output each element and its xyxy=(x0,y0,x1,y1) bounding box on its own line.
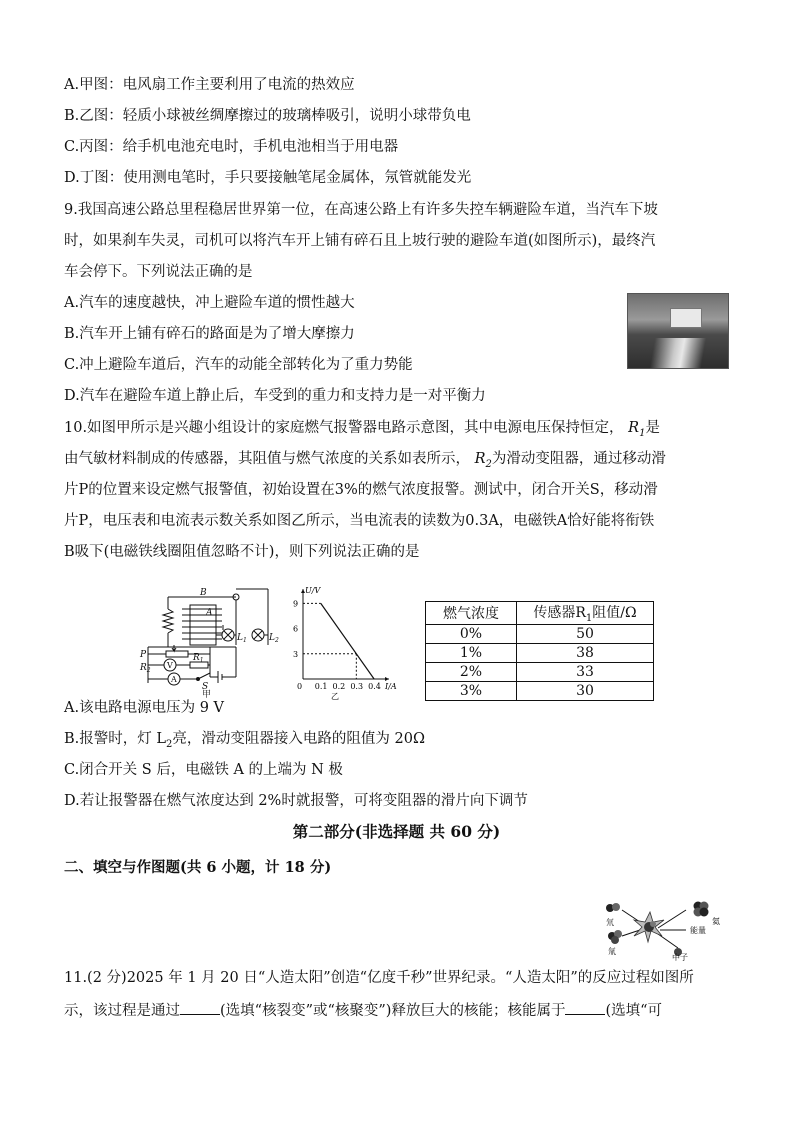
label-a: A xyxy=(206,608,213,618)
caption-jia: 甲 xyxy=(202,690,212,700)
label-l2: $L_2$ xyxy=(269,633,279,644)
x-tick-label: 0.3 xyxy=(350,682,364,691)
r2-symbol: $R_2$ xyxy=(474,451,492,470)
y-tick-label: 3 xyxy=(293,649,299,659)
q9-option-a: A.汽车的速度越快，冲上避险车道的惯性越大 xyxy=(64,295,355,311)
q11-text: (选填“核裂变”或“核聚变”)释放巨大的核能；核能属于 xyxy=(220,1003,566,1019)
caption-yi: 乙 xyxy=(331,692,339,701)
spring xyxy=(163,609,173,633)
table-row xyxy=(426,624,654,643)
escape-lane-photo xyxy=(627,293,729,369)
table-header-resistance: 传感器$R_1$阻值/Ω xyxy=(517,602,654,625)
part2-title: 第二部分(非选择题 共 60 分) xyxy=(292,822,501,841)
table-cell: 50 xyxy=(517,624,654,643)
table-cell: 30 xyxy=(517,681,654,700)
q9-stem-line-1: 9.我国高速公路总里程稳居世界第一位，在高速公路上有许多失控车辆避险车道，当汽车下坡 xyxy=(64,202,658,218)
table-header-row xyxy=(426,602,654,625)
q9-option-b: B.汽车开上铺有碎石的路面是为了增大摩擦力 xyxy=(64,326,355,342)
label-neutron: 中子 xyxy=(672,953,688,962)
data-line xyxy=(321,603,374,679)
q10-stem-text: 为滑动变阻器，通过移动滑 xyxy=(491,451,666,467)
answer-blank-1[interactable] xyxy=(180,1000,220,1015)
q10-stem-line-3: 片P的位置来设定燃气报警值，初始设置在3%的燃气浓度报警。测试中，闭合开关S，移动滑 xyxy=(64,482,658,498)
circuit-diagram xyxy=(138,585,288,700)
y-axis-label: U/V xyxy=(305,586,321,595)
q10-stem-line-2 xyxy=(64,449,666,475)
tritium-atom xyxy=(608,930,622,944)
photo-sign xyxy=(670,308,702,328)
q10-stem-line-5: B吸下(电磁铁线圈阻值忽略不计)，则下列说法正确的是 xyxy=(64,544,420,560)
section2-title: 二、填空与作图题(共 6 小题，计 18 分) xyxy=(64,859,332,876)
fusion-diagram xyxy=(598,896,738,960)
label-p: P xyxy=(140,650,147,660)
q11-line-1: 11.(2 分)2025 年 1 月 20 日“人造太阳”创造“亿度千秒”世界纪录。“人造太阳”的反应过程如图所 xyxy=(64,970,694,986)
q10-stem-text: 是 xyxy=(645,420,660,436)
axis-arrows xyxy=(301,589,389,681)
r1-symbol: $R_1$ xyxy=(628,420,646,439)
q8-option-a: A.甲图：电风扇工作主要利用了电流的热效应 xyxy=(64,77,355,93)
x-tick-label: 0.1 xyxy=(314,682,328,691)
q9-option-d: D.汽车在避险车道上静止后，车受到的重力和支持力是一对平衡力 xyxy=(64,388,486,404)
table-cell: 1% xyxy=(426,643,517,662)
arrow-out xyxy=(658,910,686,928)
y-tick-label: 6 xyxy=(293,624,299,634)
table-header-concentration: 燃气浓度 xyxy=(426,602,517,625)
q8-option-c: C.丙图：给手机电池充电时，手机电池相当于用电器 xyxy=(64,139,399,155)
label-r2: $R_2$ xyxy=(140,663,151,674)
x-axis-label: I/A xyxy=(385,682,397,691)
q10-option-c: C.闭合开关 S 后，电磁铁 A 的上端为 N 极 xyxy=(64,762,343,778)
table-cell: 2% xyxy=(426,662,517,681)
label-ammeter: A xyxy=(171,675,177,684)
label-helium: 氦 xyxy=(712,917,720,926)
q9-stem-line-2: 时，如果刹车失灵，司机可以将汽车开上铺有碎石且上坡行驶的避险车道(如图所示)，最终汽 xyxy=(64,233,656,249)
q11-line-2 xyxy=(64,1000,662,1021)
label-energy: 能量 xyxy=(690,926,706,935)
x-tick-label: 0.4 xyxy=(368,682,381,691)
table-cell: 0% xyxy=(426,624,517,643)
table-row xyxy=(426,643,654,662)
q10-option-b: B.报警时，灯 $L_2$亮，滑动变阻器接入电路的阻值为 20Ω xyxy=(64,731,425,750)
q9-stem-line-3: 车会停下。下列说法正确的是 xyxy=(64,264,253,280)
arrow-out xyxy=(658,934,678,948)
y-tick-label: 9 xyxy=(293,599,299,609)
label-r1: $R_1$ xyxy=(193,653,204,664)
table-cell: 3% xyxy=(426,681,517,700)
q10-stem-text: 10.如图甲所示是兴趣小组设计的家庭燃气报警器电路示意图，其中电源电压保持恒定， xyxy=(64,420,624,436)
x-tick-label: 0.2 xyxy=(332,682,346,691)
q10-option-a: A.该电路电源电压为 9 V xyxy=(64,700,224,716)
label-tritium: 氚 xyxy=(608,947,616,956)
answer-blank-2[interactable] xyxy=(565,1000,605,1015)
label-s: S xyxy=(202,682,209,692)
photo-road xyxy=(638,338,718,368)
label-v: V xyxy=(167,661,173,670)
resistor-r2 xyxy=(166,651,188,657)
label-deuterium: 氘 xyxy=(606,918,614,927)
table-cell: 33 xyxy=(517,662,654,681)
slider-arrow xyxy=(172,645,176,651)
origin-label: 0 xyxy=(297,682,303,691)
q8-option-d: D.丁图：使用测电笔时，手只要接触笔尾金属体，氖管就能发光 xyxy=(64,170,472,186)
table-cell: 38 xyxy=(517,643,654,662)
label-b: B xyxy=(200,588,207,598)
table-row xyxy=(426,662,654,681)
q10-option-d: D.若让报警器在燃气浓度达到 2%时就报警，可将变阻器的滑片向下调节 xyxy=(64,793,528,809)
u-i-graph xyxy=(283,585,397,701)
helium-atom xyxy=(694,902,709,917)
table-row xyxy=(426,681,654,700)
q10-stem-line-4: 片P，电压表和电流表示数关系如图乙所示，当电流表的读数为0.3A，电磁铁A恰好能将衔铁 xyxy=(64,513,655,529)
sensor-table xyxy=(425,601,654,701)
deuterium-atom xyxy=(606,903,620,912)
label-l1: $L_1$ xyxy=(237,633,247,644)
q8-option-b: B.乙图：轻质小球被丝绸摩擦过的玻璃棒吸引，说明小球带负电 xyxy=(64,108,471,124)
q10-stem-text: 由气敏材料制成的传感器，其阻值与燃气浓度的关系如表所示， xyxy=(64,451,470,467)
q11-text: (选填“可 xyxy=(605,1003,663,1019)
q10-stem-line-1 xyxy=(64,418,660,444)
q9-option-c: C.冲上避险车道后，汽车的动能全部转化为了重力势能 xyxy=(64,357,413,373)
q11-text: 示，该过程是通过 xyxy=(64,1003,180,1019)
